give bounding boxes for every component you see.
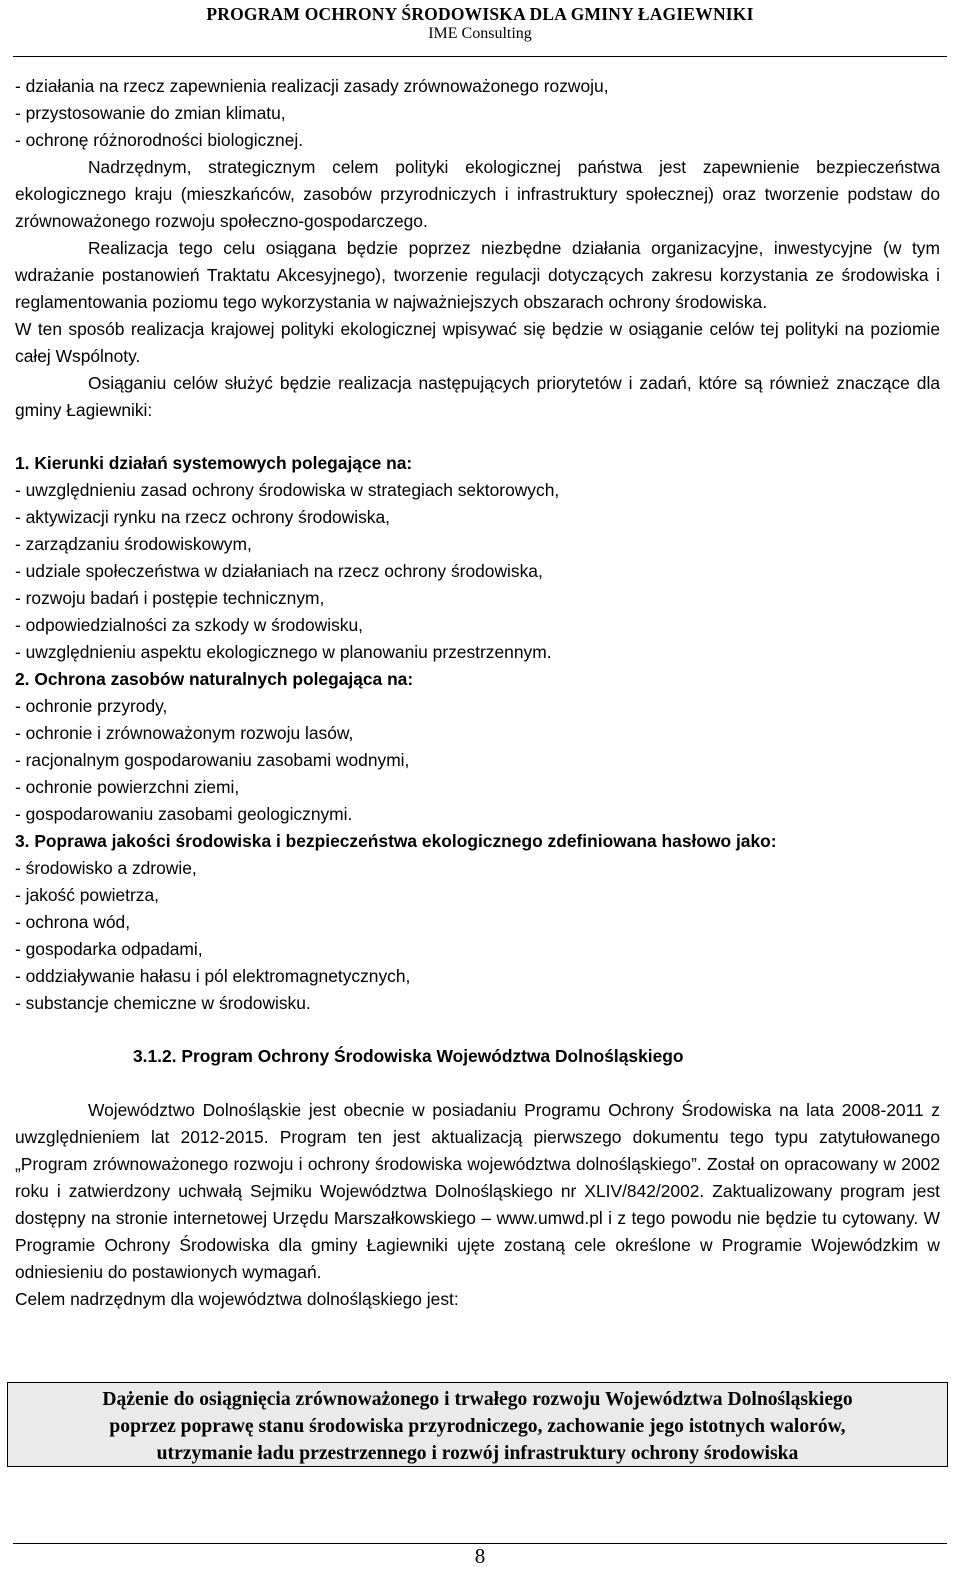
intro-list-item: - działania na rzecz zapewnienia realizacji zasady zrównoważonego rozwoju, [15, 76, 609, 96]
goal-line: poprzez poprawę stanu środowiska przyrodniczego, zachowanie jego istotnych walorów, [109, 1416, 846, 1437]
priority-item: - środowisko a zdrowie, [15, 858, 197, 878]
priority-heading-3: 3. Poprawa jakości środowiska i bezpieczeństwa ekologicznego zdefiniowana hasłowo jako: [15, 831, 777, 851]
header-title: PROGRAM OCHRONY ŚRODOWISKA DLA GMINY ŁAGIEWNIKI [206, 4, 754, 24]
intro-list-item: - ochronę różnorodności biologicznej. [15, 130, 304, 150]
priority-item: - zarządzaniu środowiskowym, [15, 534, 252, 554]
priority-item: - ochronie powierzchni ziemi, [15, 777, 240, 797]
priority-item: - ochronie i zrównoważonym rozwoju lasów, [15, 723, 354, 743]
document-body [15, 73, 940, 1313]
priority-item: - rozwoju badań i postępie technicznym, [15, 588, 325, 608]
spacer [15, 1017, 940, 1043]
header-divider [13, 56, 947, 57]
priority-heading-2: 2. Ochrona zasobów naturalnych polegająca na: [15, 669, 414, 689]
header-subtitle: IME Consulting [428, 25, 532, 42]
section-paragraph: Województwo Dolnośląskie jest obecnie w posiadaniu Programu Ochrony Środowiska na lata 2008-2011 z uwzględnieniem lat 2012-2015. Program ten jest aktualizacją pierwszego dokumentu tego typu zatytułowanego „Program zrównoważonego rozwoju i ochrony środowiska województwa dolnośląskiego”. Został on opracowany w 2002 roku i zatwierdzony uchwałą Sejmiku Województwa Dolnośląskiego nr XLIV/842/2002. Zaktualizowany program jest dostępny na stronie internetowej Urzędu Marszałkowskiego – www.umwd.pl i z tego powodu nie będzie tu cytowany. W Programie Ochrony Środowiska dla gminy Łagiewniki ujęte zostaną cele określone w Programie Wojewódzkim w odniesieniu do postawionych wymagań. [15, 1100, 940, 1282]
priority-item: - udziale społeczeństwa w działaniach na rzecz ochrony środowiska, [15, 561, 543, 581]
priority-item: - aktywizacji rynku na rzecz ochrony środowiska, [15, 507, 390, 527]
spacer [15, 424, 940, 450]
priority-item: - uwzględnieniu aspektu ekologicznego w planowaniu przestrzennym. [15, 642, 552, 662]
paragraph-realization: Realizacja tego celu osiągana będzie poprzez niezbędne działania organizacyjne, inwestycyjne (w tym wdrażanie postanowień Traktatu Akcesyjnego), tworzenie regulacji dotyczących zakresu korzystania ze środowiska i reglamentowania poziomu tego wykorzystania w najważniejszych obszarach ochrony środowiska. [15, 238, 940, 312]
priority-item: - ochrona wód, [15, 912, 131, 932]
priority-item: - jakość powietrza, [15, 885, 160, 905]
priority-item: - substancje chemiczne w środowisku. [15, 993, 311, 1013]
priority-item: - gospodarka odpadami, [15, 939, 203, 959]
priority-item: - oddziaływanie hałasu i pól elektromagnetycznych, [15, 966, 411, 986]
paragraph-main-goal: Nadrzędnym, strategicznym celem polityki ekologicznej państwa jest zapewnienie bezpieczeństwa ekologicznego kraju (mieszkańców, zasobów przyrodniczych i infrastruktury społecznej) oraz tworzenie podstaw do zrównoważonego rozwoju społeczno-gospodarczego. [15, 157, 940, 231]
priority-item: - uwzględnieniu zasad ochrony środowiska w strategiach sektorowych, [15, 480, 560, 500]
priority-item: - odpowiedzialności za szkody w środowisku, [15, 615, 363, 635]
paragraph-priorities-intro: Osiąganiu celów służyć będzie realizacja następujących priorytetów i zadań, które są również znaczące dla gminy Łagiewniki: [15, 373, 940, 420]
spacer [15, 1070, 940, 1097]
goal-line: Dążenie do osiągnięcia zrównoważonego i trwałego rozwoju Województwa Dolnośląskiego [102, 1389, 853, 1410]
priority-heading-1: 1. Kierunki działań systemowych polegające na: [15, 453, 413, 473]
priority-item: - racjonalnym gospodarowaniu zasobami wodnymi, [15, 750, 410, 770]
priority-item: - gospodarowaniu zasobami geologicznymi. [15, 804, 353, 824]
intro-list-item: - przystosowanie do zmian klimatu, [15, 103, 286, 123]
goal-line: utrzymanie ładu przestrzennego i rozwój infrastruktury ochrony środowiska [156, 1443, 799, 1464]
section-heading: 3.1.2. Program Ochrony Środowiska Województwa Dolnośląskiego [133, 1046, 684, 1066]
goal-box [7, 1382, 948, 1467]
page-number: 8 [474, 1544, 486, 1568]
priority-item: - ochronie przyrody, [15, 696, 168, 716]
paragraph-community: W ten sposób realizacja krajowej polityki ekologicznej wpisywać się będzie w osiąganie celów tej polityki na poziomie całej Wspólnoty. [15, 319, 940, 366]
section-goal-intro: Celem nadrzędnym dla województwa dolnośląskiego jest: [15, 1289, 459, 1309]
